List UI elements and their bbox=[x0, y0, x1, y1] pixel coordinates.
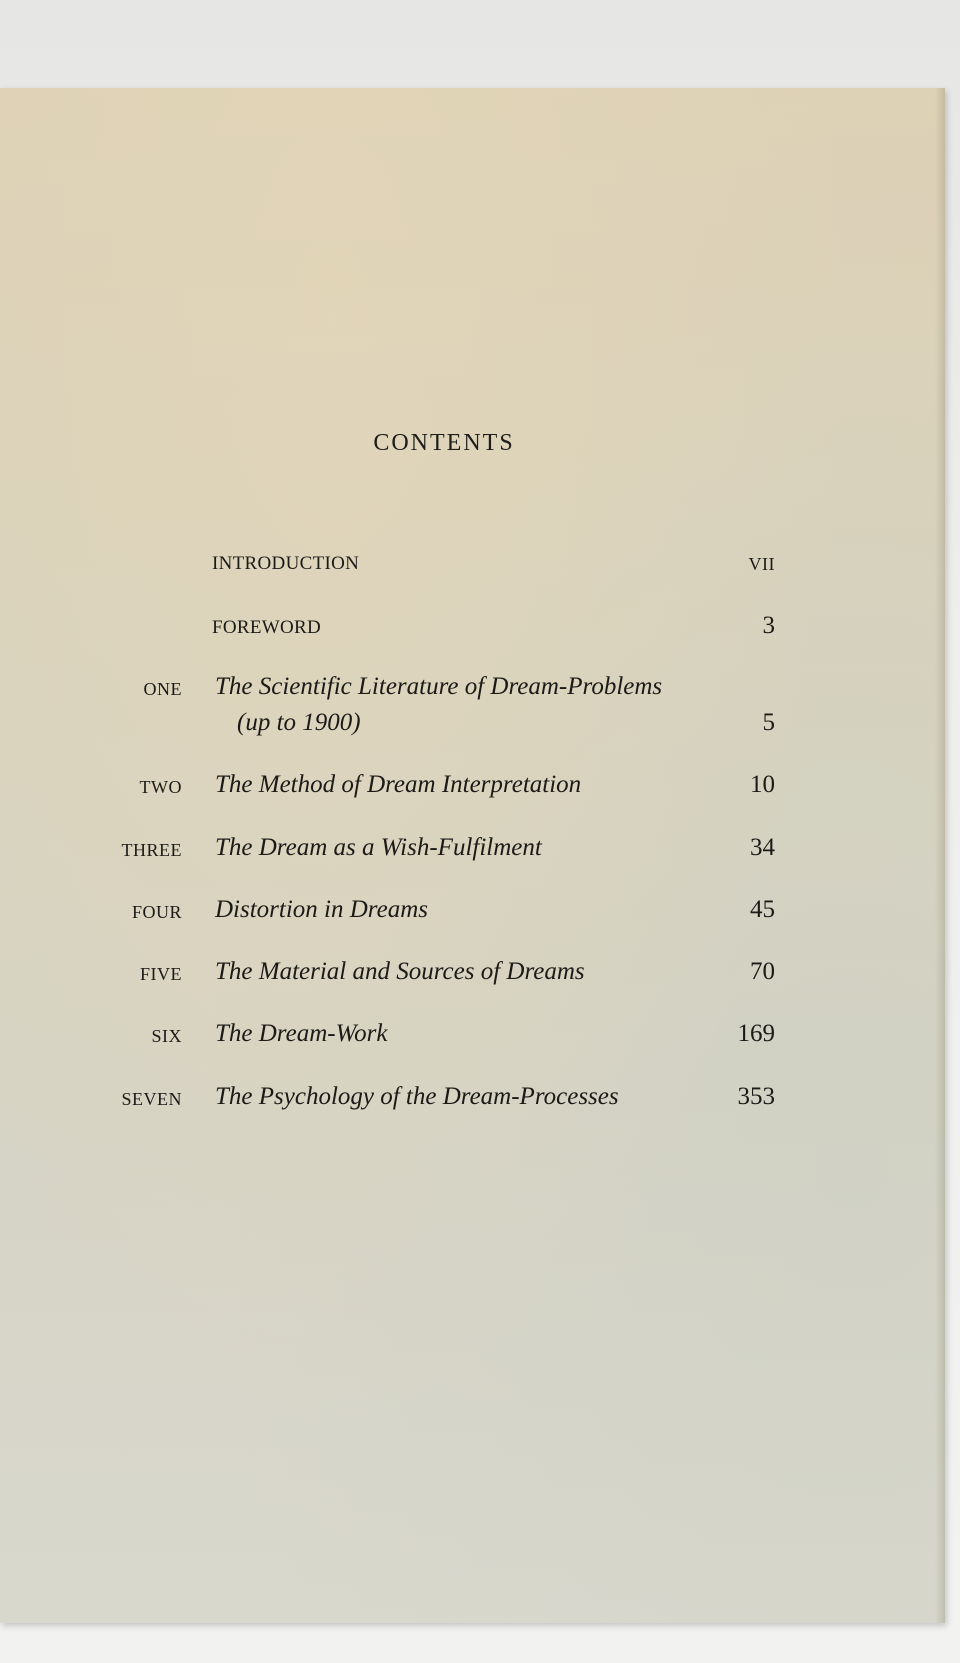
toc-entry-page: 10 bbox=[750, 771, 775, 798]
chapter-title: The Material and Sources of Dreams bbox=[215, 958, 585, 985]
chapter-title: The Psychology of the Dream-Processes bbox=[215, 1083, 619, 1110]
toc-entry-introduction bbox=[0, 548, 800, 584]
chapter-title: The Dream as a Wish-Fulfilment bbox=[215, 834, 542, 861]
chapter-title: The Dream-Work bbox=[215, 1020, 388, 1047]
chapter-number: FOUR bbox=[131, 902, 182, 922]
toc-entry-page: VII bbox=[748, 554, 775, 574]
chapter-title: The Method of Dream Interpretation bbox=[215, 771, 582, 798]
toc-entry-page: 3 bbox=[762, 612, 775, 639]
page-title: CONTENTS bbox=[373, 430, 515, 456]
page-edge bbox=[935, 88, 945, 1623]
toc-entry-title: INTRODUCTION bbox=[212, 553, 360, 574]
chapter-number: TWO bbox=[139, 777, 182, 797]
chapter-number: SEVEN bbox=[121, 1089, 182, 1109]
chapter-title: The Scientific Literature of Dream-Problems bbox=[215, 673, 663, 700]
chapter-number: ONE bbox=[143, 679, 182, 699]
chapter-title: Distortion in Dreams bbox=[215, 896, 428, 923]
toc-entry-chapter-two bbox=[0, 771, 800, 807]
toc-entry-page: 353 bbox=[737, 1083, 775, 1110]
toc-entry-page: 34 bbox=[750, 834, 775, 861]
chapter-title-continued: (up to 1900) bbox=[237, 709, 361, 736]
toc-entry-page: 70 bbox=[750, 958, 775, 985]
toc-entry-page: 45 bbox=[750, 896, 775, 923]
toc-entry-foreword bbox=[0, 612, 800, 648]
toc-entry-chapter-one bbox=[0, 673, 800, 743]
toc-entry-chapter-five bbox=[0, 958, 800, 994]
toc-entry-title: FOREWORD bbox=[212, 617, 322, 638]
toc-entry-chapter-seven bbox=[0, 1083, 800, 1119]
toc-entry-chapter-three bbox=[0, 834, 800, 870]
toc-entry-page: 169 bbox=[737, 1020, 775, 1047]
toc-entry-page: 5 bbox=[762, 709, 775, 736]
chapter-number: FIVE bbox=[140, 964, 182, 984]
chapter-number: THREE bbox=[121, 840, 182, 860]
toc-entry-chapter-six bbox=[0, 1020, 800, 1056]
toc-entry-chapter-four bbox=[0, 896, 800, 932]
book-page bbox=[0, 88, 945, 1623]
chapter-number: SIX bbox=[151, 1026, 182, 1046]
